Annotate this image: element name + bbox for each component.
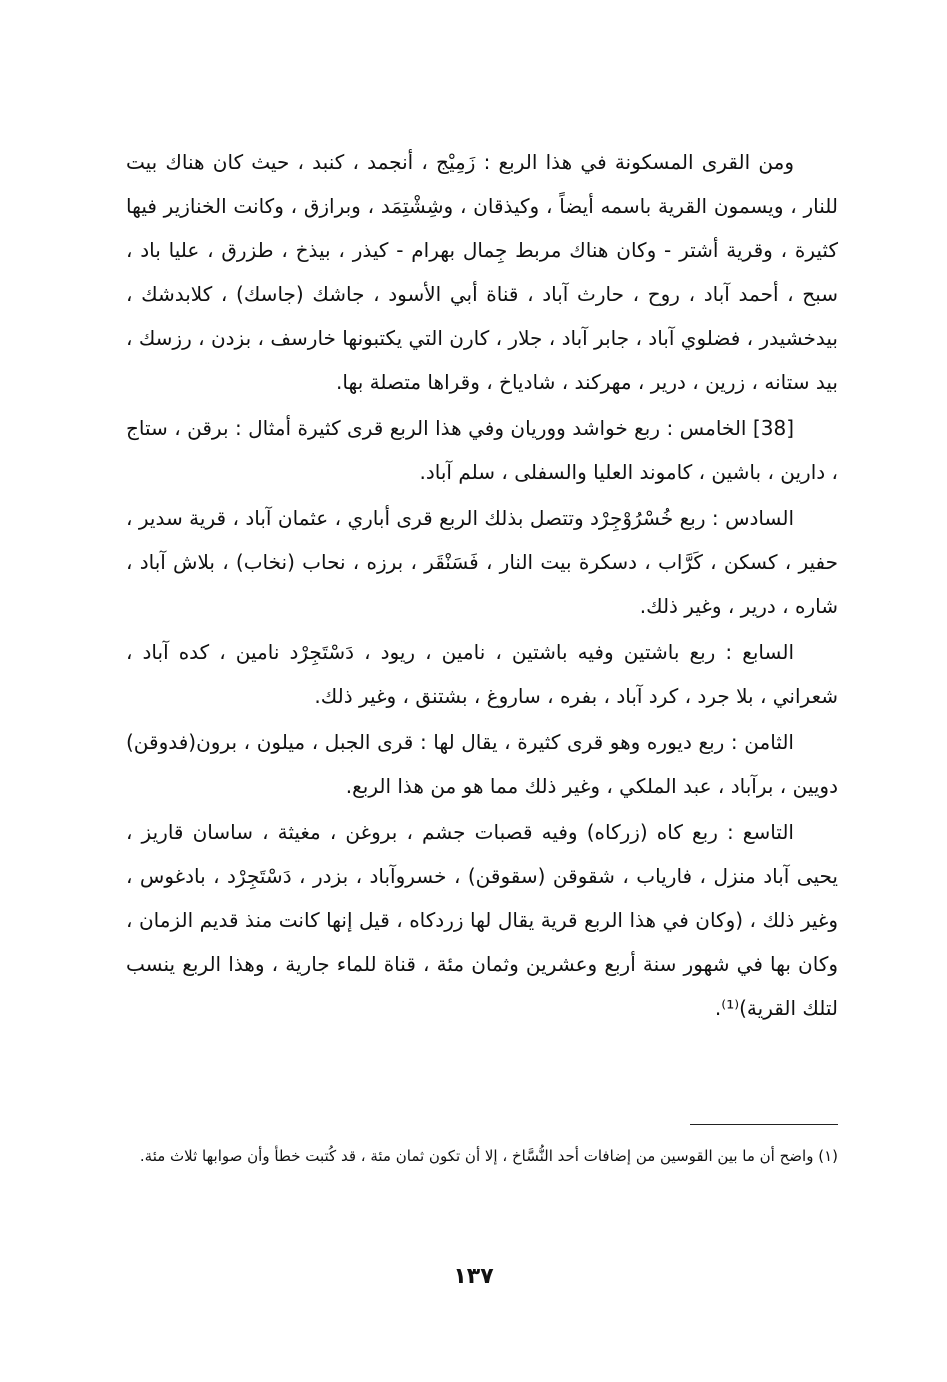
paragraph-eighth-quarter: الثامن : ربع ديوره وهو قرى كثيرة ، يقال لها : قرى الجبل ، ميلون ، برون(فدوقن) دويين ، برآباد ، عبد الملكي ، وغير ذلك مما هو من هذا الربع. bbox=[126, 730, 838, 798]
footnote: (١) واضح أن ما بين القوسين من إضافات أحد النُّسَّاخ ، إلا أن تكون ثمان مئة ، قد كُتبت خطأ وأن صوابها ثلاث مئة. bbox=[139, 1147, 838, 1165]
paragraph-seventh-quarter: السابع : ربع باشتين وفيه باشتين ، نامين ، ريود ، دَسْتَجِرْد نامين ، كده آباد ، شعراني ، بلا جرد ، كرد آباد ، بفره ، ساروغ ، بشتنق ، وغير ذلك. bbox=[126, 640, 838, 708]
footnote-separator bbox=[690, 1124, 838, 1125]
main-text bbox=[126, 140, 838, 1030]
paragraph-sixth-quarter: السادس : ربع خُسْرُوْجِرْد وتتصل بذلك الربع قرى أباري ، عثمان آباد ، قرية سدير ، حفير ، كسكن ، كَرَّاب ، دسكرة بيت النار ، فَسَنْقَر ، برزه ، نحاب (نخاب) ، بلاش آباد ، شاره ، درير ، وغير ذلك. bbox=[126, 506, 838, 618]
paragraph-ninth-quarter: التاسع : ربع كاه (زركاه) وفيه قصبات جشم ، بروغن ، مغيثة ، ساسان قاريز ، يحيى آباد منزل ، فارياب ، شقوقن (سقوقن) ، خسروآباد ، بزدر ، دَسْتَجِرْد ، بادغوس ، وغير ذلك ، (وكان في هذا الربع قرية يقال لها زردكاه ، قيل إنها كانت منذ قديم الزمان ، وكان بها في شهور سنة أربع وعشرين وثمان مئة ، قناة للماء جارية ، وهذا الربع ينسب لتلك القرية)⁽¹⁾. bbox=[126, 820, 838, 1020]
paragraph-fifth-quarter: [38] الخامس : ربع خواشد ووريان وفي هذا الربع قرى كثيرة أمثال : برقن ، ستاج ، دارين ، باشين ، كاموند العليا والسفلى ، سلم آباد. bbox=[126, 416, 838, 484]
page-number: ١٣٧ bbox=[453, 1264, 494, 1289]
paragraph-villages-fourth-quarter: ومن القرى المسكونة في هذا الربع : زَمِيْج ، أنجمد ، كنبد ، حيث كان هناك بيت للنار ، ويسمون القرية باسمه أيضاً ، وكيذقان ، وشِشْتِمَد ، وبرازق ، وكانت الخنازير فيها كثيرة ، وقرية أشتر - وكان هناك مربط جِمال بهرام - كيذر ، بيذخ ، طزرق ، عليا باد ، سبح ، أحمد آباد ، روح ، حارث آباد ، قناة أبي الأسود ، جاشك (جاسك) ، كلابدشك ، بيدخشيدر ، فضلوي آباد ، جابر آباد ، جلار ، كارن التي يكتبونها خارسف ، بزدن ، رزسك ، بيد ستانه ، زرين ، درير ، مهركند ، شادياخ ، وقراها متصلة بها. bbox=[126, 150, 838, 394]
